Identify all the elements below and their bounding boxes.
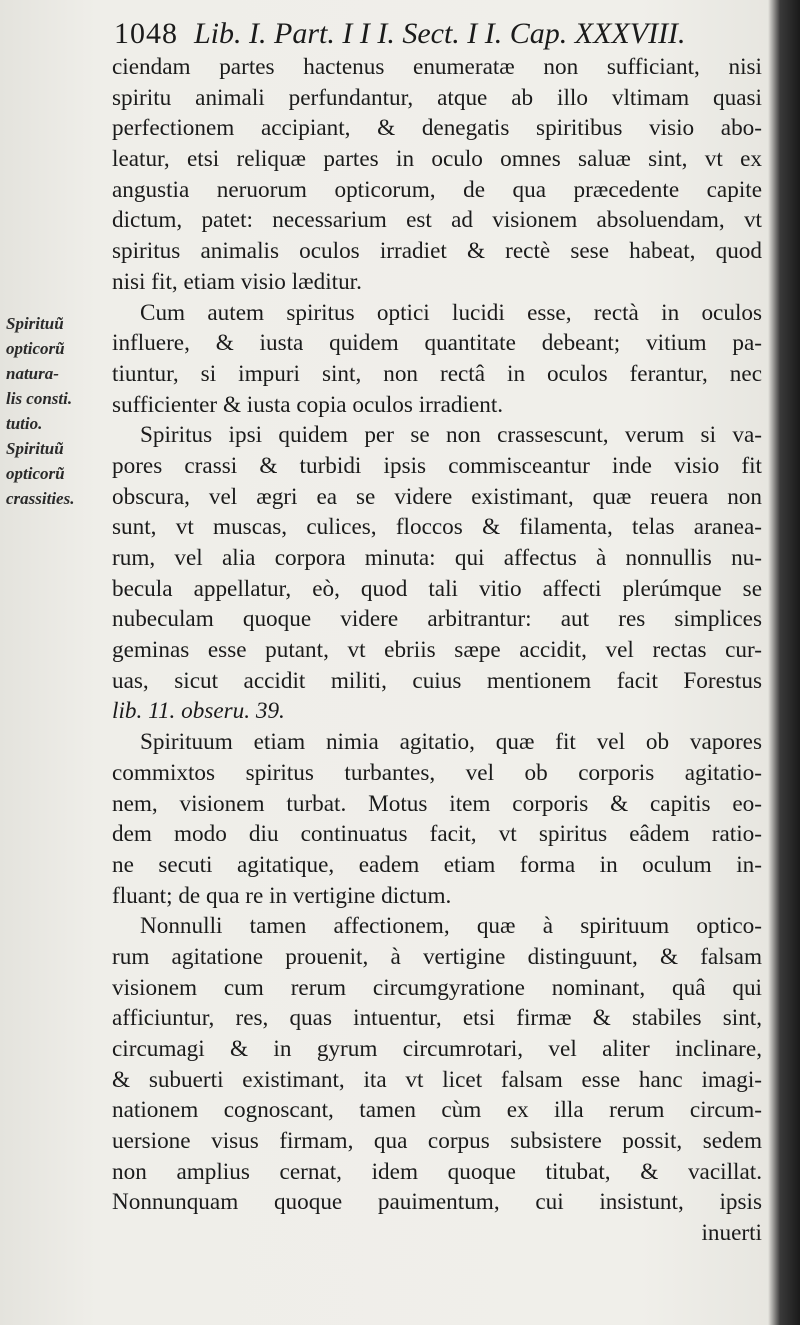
catchword: inuerti — [701, 1220, 762, 1247]
text-line: dictum, patet: necessarium est ad visionem absoluendam, vt — [112, 207, 762, 234]
text-line: leatur, etsi reliquæ partes in oculo omnes saluæ sint, vt ex — [112, 146, 762, 173]
text-line: commixtos spiritus turbantes, vel ob corporis agitatio- — [112, 759, 762, 786]
text-line: uersione visus firmam, qua corpus subsistere possit, sedem — [112, 1128, 762, 1155]
margin-note: opticorũ — [6, 339, 65, 358]
text-line: angustia neruorum opticorum, de qua præcedente capite — [112, 176, 762, 203]
text-line: becula appellatur, eò, quod tali vitio affecti plerúmque se — [112, 575, 762, 602]
text-line: uas, sicut accidit militi, cuius mentionem facit Forestus — [112, 667, 762, 694]
text-line: Spirituum etiam nimia agitatio, quæ fit vel ob vapores — [140, 729, 762, 756]
margin-note: Spirituũ — [6, 314, 64, 333]
text-line: geminas esse putant, vt ebriis sæpe accidit, vel rectas cur- — [112, 637, 762, 664]
page-header — [114, 14, 754, 54]
text-line: Cum autem spiritus optici lucidi esse, rectà in oculos — [140, 299, 762, 326]
margin-notes — [6, 312, 106, 510]
text-line: obscura, vel ægri ea se videre existimant, quæ reuera non — [112, 483, 762, 510]
text-line: afficiuntur, res, quas intuentur, etsi firmæ & stabiles sint, — [112, 1005, 762, 1032]
text-line: ciendam partes hactenus enumeratæ non sufficiant, nisi — [112, 54, 762, 80]
text-line: ne secuti agitatique, eadem etiam forma in oculum in- — [112, 851, 762, 878]
text-line: sunt, vt muscas, culices, floccos & filamenta, telas aranea- — [112, 514, 762, 541]
margin-note: lis consti. — [6, 389, 73, 408]
text-line: circumagi & in gyrum circumrotari, vel aliter inclinare, — [112, 1036, 762, 1062]
margin-note: opticorũ — [6, 464, 65, 483]
text-line: dem modo diu continuatus facit, vt spiritus eâdem ratio- — [112, 821, 762, 848]
text-line: rum, vel alia corpora minuta: qui affectus à nonnullis nu- — [112, 545, 762, 571]
page-number: 1048 — [114, 17, 178, 50]
text-line: pores crassi & turbidi ipsis commisceantur inde visio fit — [112, 452, 762, 479]
text-line: spiritu animali perfundantur, atque ab illo vltimam quasi — [112, 84, 762, 111]
running-title: Lib. I. Part. I I I. Sect. I I. Cap. XXXVIII. — [194, 17, 686, 50]
text-line: & subuerti existimant, ita vt licet falsam esse hanc imagi- — [112, 1066, 762, 1093]
text-line: nisi fit, etiam visio læditur. — [112, 268, 362, 295]
text-line: fluant; de qua re in vertigine dictum. — [112, 882, 452, 909]
text-line: lib. 11. obseru. 39. — [112, 698, 285, 725]
text-line: sufficienter & iusta copia oculos irradient. — [112, 391, 504, 418]
text-line: Nonnunquam quoque pauimentum, cui insistunt, ipsis — [112, 1189, 762, 1216]
text-line: nationem cognoscant, tamen cùm ex illa rerum circum- — [112, 1097, 762, 1124]
text-line: non amplius cernat, idem quoque titubat, & vacillat. — [112, 1158, 762, 1185]
text-line: visionem cum rerum circumgyratione nominant, quâ qui — [112, 974, 762, 1001]
text-line: Spiritus ipsi quidem per se non crassescunt, verum si va- — [140, 422, 762, 449]
text-line: spiritus animalis oculos irradiet & rectè sese habeat, quod — [112, 238, 762, 265]
text-line: nubeculam quoque videre arbitrantur: aut res simplices — [112, 606, 762, 633]
text-line: rum agitatione prouenit, à vertigine distinguunt, & falsam — [112, 943, 762, 970]
margin-note: crassities. — [6, 489, 75, 508]
margin-note: Spirituũ — [6, 439, 64, 458]
text-line: influere, & iusta quidem quantitate debeant; vitium pa- — [112, 330, 762, 357]
text-line: Nonnulli tamen affectionem, quæ à spirituum optico- — [140, 913, 762, 940]
text-line: perfectionem accipiant, & denegatis spiritibus visio abo- — [112, 115, 762, 142]
margin-note: natura- — [6, 364, 59, 383]
margin-note: tutio. — [6, 414, 43, 433]
text-line: nem, visionem turbat. Motus item corporis & capitis eo- — [112, 790, 762, 817]
text-line: tiuntur, si impuri sint, non rectâ in oculos ferantur, nec — [112, 360, 762, 387]
body-text — [112, 52, 762, 1249]
